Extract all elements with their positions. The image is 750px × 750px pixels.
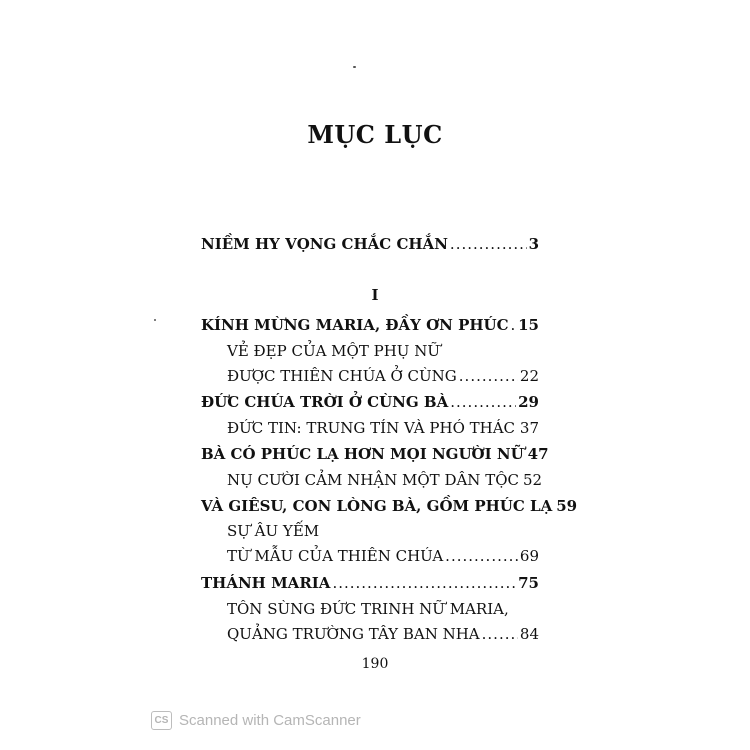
toc-entry-label: BÀ CÓ PHÚC LẠ HƠN MỌI NGƯỜI NỮ [201,445,524,463]
toc-entry-label: QUẢNG TRƯỜNG TÂY BAN NHA [227,625,480,643]
toc-entry-page: 22 [519,367,539,385]
toc-entry-page: 84 [519,625,539,643]
toc-entry [201,444,549,464]
toc-entry-page: 37 [519,419,539,437]
toc-entry-page: 52 [522,471,543,489]
toc-subentry [227,366,539,386]
toc-leader-dots [511,315,517,335]
toc-subentry [227,624,539,644]
toc-entry-page: 69 [519,547,539,565]
toc-leader-dots [445,546,518,566]
toc-entry-label: TỪ MẪU CỦA THIÊN CHÚA [227,547,444,565]
toc-entry-label: VÀ GIÊSU, CON LÒNG BÀ, GỒM PHÚC LẠ [201,497,553,515]
toc-entry-label: ĐƯỢC THIÊN CHÚA Ở CÙNG [227,367,457,385]
toc-subentry [227,470,543,490]
toc-subentry [227,341,539,361]
toc-entry [201,315,539,335]
toc-subentry [227,546,539,566]
camscanner-icon: CS [151,711,172,730]
toc-subentry [227,418,539,438]
toc-entry [201,496,578,516]
toc-entry [201,392,539,412]
toc-entry-page: 59 [556,497,578,515]
toc-subentry [227,521,539,541]
toc-entry-label: KÍNH MỪNG MARIA, ĐẦY ƠN PHÚC [201,316,509,334]
section-number: I [371,286,379,304]
toc-leader-dots [482,624,518,644]
toc-entry [201,573,539,593]
toc-subentry [227,599,539,619]
toc-entry-label: TÔN SÙNG ĐỨC TRINH NỮ MARIA, [227,600,509,618]
scan-speck [154,319,156,321]
toc-leader-dots [332,573,516,593]
watermark-text: Scanned with CamScanner [179,712,361,729]
toc-leader-dots [517,418,518,438]
toc-entry-page: 75 [518,574,539,592]
toc-entry-intro [201,234,539,254]
toc-entry-page: 3 [528,235,539,253]
scan-speck [353,66,356,68]
toc-title: MỤC LỤC [307,120,443,149]
toc-leader-dots [459,366,518,386]
toc-leader-dots [450,392,516,412]
toc-entry-label: NIỀM HY VỌNG CHẮC CHẮN [201,235,448,253]
toc-entry-label: SỰ ÂU YẾM [227,522,320,540]
toc-entry-label: ĐỨC TIN: TRUNG TÍN VÀ PHÓ THÁC [227,419,516,437]
toc-entry-label: NỤ CƯỜI CẢM NHẬN MỘT DÂN TỘC [227,471,519,489]
scanner-watermark [151,711,361,730]
toc-leader-dots [450,234,527,254]
toc-entry-page: 15 [518,316,539,334]
toc-entry-label: ĐỨC CHÚA TRỜI Ở CÙNG BÀ [201,393,449,411]
toc-entry-page: 47 [527,445,549,463]
toc-entry-page: 29 [518,393,539,411]
toc-entry-label: THÁNH MARIA [201,574,331,592]
page-number: 190 [361,656,389,672]
toc-entry-label: VẺ ĐẸP CỦA MỘT PHỤ NỮ [227,342,440,360]
